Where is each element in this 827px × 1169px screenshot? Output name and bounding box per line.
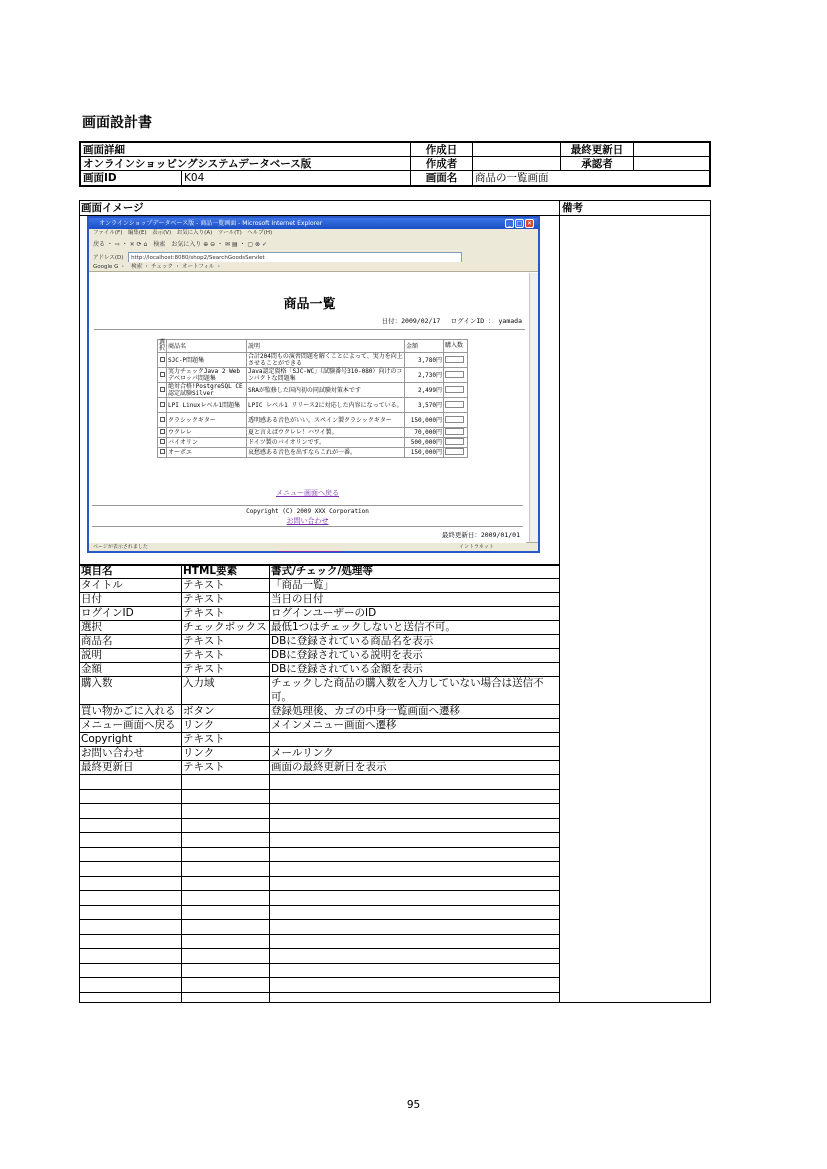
- spec-row: [80, 746, 558, 760]
- spec-format: 最低1つはチェックしないと送信不可。: [271, 621, 456, 633]
- spec-format: 画面の最終更新日を表示: [271, 761, 387, 773]
- spec-item-name: タイトル: [81, 579, 123, 591]
- spec-html-element: テキスト: [183, 635, 225, 647]
- spec-format: チェックした商品の購入数を入力していない場合は送信不可。: [271, 677, 544, 703]
- spec-row-line: [80, 789, 559, 790]
- spec-row-line: [80, 977, 559, 978]
- select-checkbox[interactable]: [158, 398, 167, 413]
- maximize-icon[interactable]: □: [516, 220, 523, 227]
- col-select: 選択: [159, 339, 166, 352]
- spec-row: [80, 592, 558, 606]
- spec-item-name: お問い合わせ: [81, 747, 144, 759]
- product-table: [157, 339, 468, 458]
- address-input[interactable]: http://localhost:8080/shop2/SearchGoodsServlet: [128, 252, 462, 262]
- product-desc: 合計204問もの演習問題を解くことによって、実力を向上させることができる: [248, 353, 403, 367]
- spec-format: ログインユーザーのID: [271, 607, 377, 619]
- document-title: 画面設計書: [82, 115, 152, 131]
- footer-rule: [92, 526, 523, 527]
- browser-titlebar: オンラインショップデータベース版 - 商品一覧画面 - Microsoft Internet Explorer: [89, 218, 538, 229]
- google-toolbar[interactable]: Google G ・ 検索 ・ チェック ・ オートフィル ・: [89, 262, 538, 272]
- select-checkbox[interactable]: [158, 383, 167, 398]
- scrollbar[interactable]: [529, 273, 538, 545]
- qty-input[interactable]: [444, 438, 468, 448]
- spec-row-line: [80, 876, 559, 877]
- product-row: [158, 353, 468, 368]
- spec-html-element: テキスト: [183, 663, 225, 675]
- qty-input[interactable]: [444, 428, 468, 438]
- product-desc: Java認定資格「SJC-WC」（試験番号310-080）向けのコンパクトな問題集: [247, 368, 405, 383]
- spec-html-element: リンク: [183, 747, 215, 759]
- header-grid: [79, 141, 711, 187]
- author-value: [473, 157, 561, 171]
- product-row: [158, 438, 468, 448]
- spec-item-name: 商品名: [81, 635, 113, 647]
- toolbar[interactable]: 戻る ・ ⇨ ・ ✕ ⟳ ⌂ 検索 お気に入り ⊕ ⊖ ・ ✉ ▤ ・ ▢ ⊗ ✓: [89, 238, 538, 252]
- minimize-icon[interactable]: _: [505, 219, 514, 228]
- address-label: アドレス(D): [93, 255, 124, 261]
- qty-input[interactable]: [444, 413, 468, 428]
- product-price: 3,570円: [405, 398, 444, 413]
- spec-row: [80, 634, 558, 648]
- spec-format: 登録処理後、カゴの中身一覧画面へ遷移: [271, 705, 460, 717]
- spec-format: 当日の日付: [271, 593, 324, 605]
- copyright-text: Copyright (C) 2009 XXX Corporation: [246, 508, 369, 515]
- close-icon[interactable]: ✕: [526, 220, 533, 227]
- col-desc: 説明: [247, 340, 405, 353]
- product-row: [158, 368, 468, 383]
- spec-html-element: テキスト: [183, 761, 225, 773]
- spec-item-name: 説明: [81, 649, 102, 661]
- spec-item-name: 最終更新日: [81, 761, 134, 773]
- spec-col-item: 項目名: [81, 565, 113, 577]
- detail-label: 画面詳細: [81, 143, 411, 157]
- spec-item-name: 選択: [81, 621, 102, 633]
- qty-input[interactable]: [444, 448, 468, 458]
- spec-html-element: リンク: [183, 719, 215, 731]
- product-desc: SRAが監修した国内初の同試験対策本です: [247, 383, 405, 398]
- status-text: ページが表示されました: [93, 544, 148, 550]
- spec-row-line: [80, 847, 559, 848]
- approver-label: 承認者: [561, 157, 634, 171]
- last-updated-text: 最終更新日：2009/01/01: [441, 531, 520, 539]
- spec-row: [80, 732, 558, 746]
- screen-name-value: 商品の一覧画面: [475, 172, 549, 184]
- product-name: クラシックギター: [167, 413, 247, 428]
- spec-row-line: [80, 919, 559, 920]
- updated-label: 最終更新日: [561, 143, 634, 157]
- spec-row-line: [80, 905, 559, 906]
- spec-item-name: 金額: [81, 663, 102, 675]
- product-price: 150,000円: [405, 448, 444, 458]
- spec-col-element: HTML要素: [183, 565, 238, 577]
- spec-row: [80, 620, 558, 634]
- select-checkbox[interactable]: [158, 413, 167, 428]
- screen-name-label: 画面名: [411, 171, 473, 185]
- product-name: オーボエ: [167, 448, 247, 458]
- product-desc: 哀愁感ある音色を出すならこれが一番。: [247, 448, 405, 458]
- spec-item-name: メニュー画面へ戻る: [81, 719, 176, 731]
- spec-row-line: [80, 934, 559, 935]
- spec-row-line: [80, 992, 559, 993]
- spec-html-element: テキスト: [183, 649, 225, 661]
- spec-item-name: 購入数: [81, 677, 113, 689]
- product-desc: 透明感ある音色がいい。スペイン製クラシックギター: [247, 413, 405, 428]
- spec-row: [80, 676, 558, 704]
- image-section-label: 画面イメージ: [81, 202, 144, 214]
- col-name: 商品名: [167, 340, 247, 353]
- spec-row-line: [80, 818, 559, 819]
- select-checkbox[interactable]: [158, 448, 167, 458]
- spec-html-element: テキスト: [183, 607, 225, 619]
- product-price: 2,730円: [405, 368, 444, 383]
- spec-html-element: 入力域: [183, 677, 215, 689]
- product-row: [158, 428, 468, 438]
- spec-item-name: Copyright: [81, 733, 133, 745]
- top-rule: [94, 329, 525, 330]
- spec-row-line: [80, 890, 559, 891]
- spec-format: メールリンク: [271, 747, 334, 759]
- remarks-label: 備考: [562, 202, 583, 214]
- spec-row-line: [80, 803, 559, 804]
- product-name: SJC-P問題集: [167, 353, 247, 368]
- product-desc: ドイツ製のバイオリンです。: [247, 438, 405, 448]
- spec-format: DBに登録されている説明を表示: [271, 649, 423, 661]
- product-name: バイオリン: [167, 438, 247, 448]
- spec-row-line: [80, 774, 559, 775]
- spec-row-line: [80, 832, 559, 833]
- select-checkbox[interactable]: [158, 353, 167, 368]
- spec-row: [80, 648, 558, 662]
- page-footer: [89, 488, 526, 543]
- page-title: 商品一覧: [283, 297, 336, 312]
- status-zone: イントラネット: [459, 544, 494, 550]
- qty-input[interactable]: [444, 353, 468, 368]
- screen-id-label: 画面ID: [81, 171, 182, 185]
- spec-html-element: ボタン: [183, 705, 215, 717]
- updated-value: [634, 143, 709, 157]
- spec-html-element: テキスト: [183, 593, 225, 605]
- product-table-header: [158, 340, 468, 353]
- select-checkbox[interactable]: [158, 428, 167, 438]
- spec-format: 「商品一覧」: [271, 579, 334, 591]
- spec-html-element: テキスト: [183, 733, 225, 745]
- product-row: [158, 448, 468, 458]
- spec-html-element: テキスト: [183, 579, 225, 591]
- approver-value: [634, 157, 709, 171]
- page-number: 95: [406, 1099, 421, 1111]
- qty-input[interactable]: [444, 398, 468, 413]
- spec-row: [80, 704, 558, 718]
- product-row: [158, 398, 468, 413]
- spec-format: メインメニュー画面へ遷移: [271, 719, 397, 731]
- col-price: 金額: [405, 340, 444, 353]
- spec-item-name: 買い物かごに入れる: [81, 705, 176, 717]
- select-checkbox[interactable]: [158, 368, 167, 383]
- qty-input[interactable]: [444, 368, 468, 383]
- spec-item-name: ログインID: [81, 607, 134, 619]
- spec-header-row: [80, 564, 558, 578]
- product-desc: LPIC レベル1 リリース2に対応した内容になっている。: [247, 398, 405, 413]
- spec-format: DBに登録されている商品名を表示: [271, 635, 434, 647]
- address-bar: [89, 252, 538, 262]
- author-label: 作成者: [411, 157, 473, 171]
- spec-col-format: 書式/チェック/処理等: [271, 565, 373, 577]
- system-name: オンラインショッピングシステムデータベース版: [81, 157, 411, 171]
- spec-format: DBに登録されている金額を表示: [271, 663, 423, 675]
- spec-row: [80, 760, 558, 774]
- created-date-label: 作成日: [411, 143, 473, 157]
- contact-link[interactable]: お問い合わせ: [286, 517, 329, 525]
- product-name: 実力チェックJava 2 Webデベロッパ問題集: [167, 368, 247, 383]
- product-name: LPI Linuxレベル1問題集: [167, 398, 247, 413]
- product-price: 500,000円: [405, 438, 444, 448]
- spec-item-name: 日付: [81, 593, 102, 605]
- status-bar: [89, 542, 538, 551]
- product-desc: 夏と言えばウクレレ！ハワイ製。: [247, 428, 405, 438]
- spec-row: [80, 718, 558, 732]
- product-row: [158, 383, 468, 398]
- product-name: ウクレレ: [167, 428, 247, 438]
- product-name: 絶対合格!PostgreSQL CE認定試験Silver: [167, 383, 247, 398]
- qty-input[interactable]: [444, 383, 468, 398]
- remarks-divider: [559, 201, 560, 1002]
- spec-html-element: チェックボックス: [183, 621, 267, 633]
- screen-id-value: K04: [182, 171, 411, 185]
- select-checkbox[interactable]: [158, 438, 167, 448]
- spec-row: [80, 578, 558, 592]
- product-price: 70,000円: [405, 428, 444, 438]
- product-price: 3,780円: [405, 353, 444, 368]
- product-price: 2,499円: [405, 383, 444, 398]
- menu-bar[interactable]: ファイル(F) 編集(E) 表示(V) お気に入り(A) ツール(T) ヘルプ(H): [89, 229, 538, 238]
- menu-link-visible[interactable]: メニュー画面へ戻る: [276, 489, 339, 497]
- created-date-value: [473, 143, 561, 157]
- product-price: 150,000円: [405, 413, 444, 428]
- date-login-line: 日付：2009/02/17 ログインID ： yamada: [381, 317, 522, 325]
- spec-row-line: [80, 948, 559, 949]
- col-qty: 購入数: [444, 340, 468, 353]
- spec-row-line: [80, 861, 559, 862]
- spec-row: [80, 662, 558, 676]
- spec-row: [80, 606, 558, 620]
- bottom-rule: [92, 505, 523, 506]
- spec-row-line: [80, 963, 559, 964]
- product-row: [158, 413, 468, 428]
